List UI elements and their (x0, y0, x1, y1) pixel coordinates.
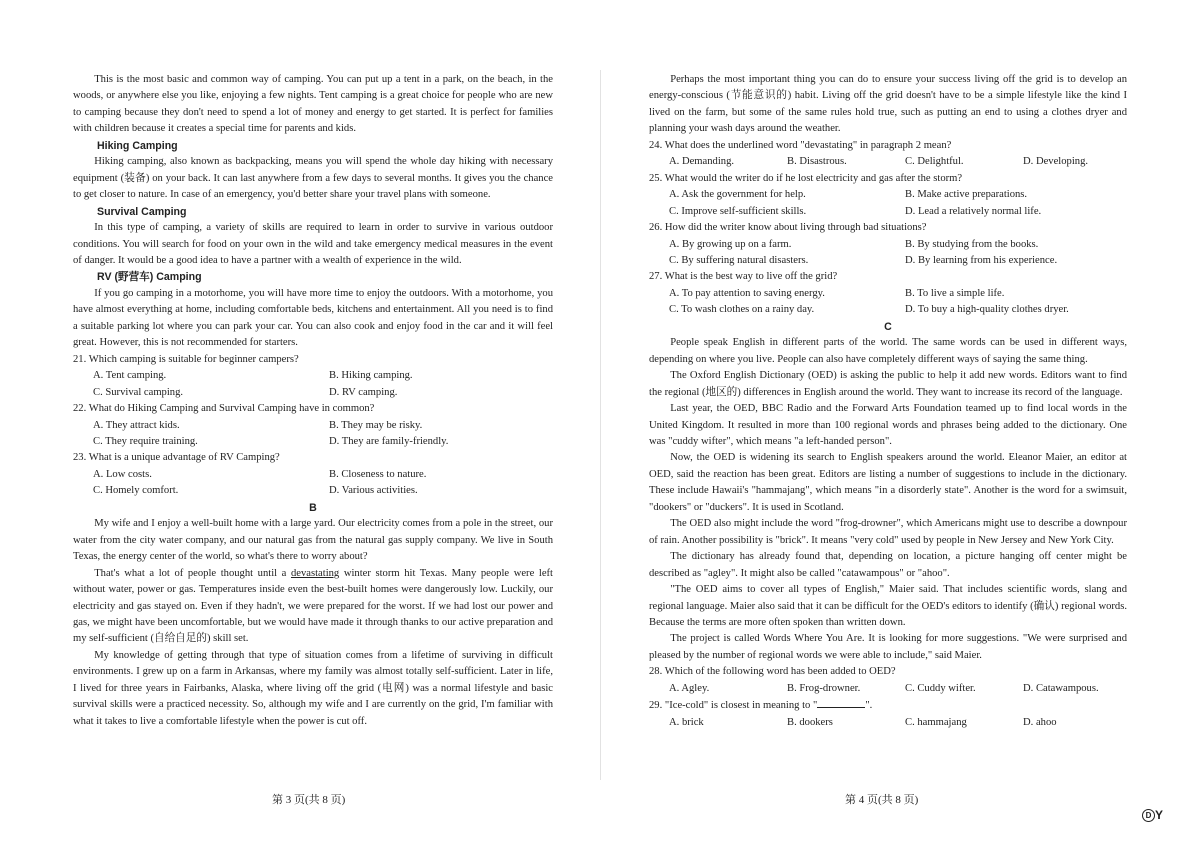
paragraph: Last year, the OED, BBC Radio and the Forward Arts Foundation teamed up to find local words in the United Kingdom. It resulted in more than 100 regional words and phrases being added to the dictionary. One was "cuddy wifter", which means "a left-handed person". (649, 403, 1127, 447)
paragraph: In this type of camping, a variety of skills are required to learn in order to survive in various outdoor conditions. You will search for food on your own in the wild and take emergency medical measures in the event of danger. It would be a good idea to have a partner with a wealth of experience in the wild. (73, 222, 553, 266)
answer-option: D. RV camping. (329, 386, 398, 398)
underlined-word: devastating (290, 567, 340, 579)
answer-option: A. Demanding. (669, 156, 735, 168)
paragraph: If you go camping in a motorhome, you will have more time to enjoy the outdoors. With a motorhome, you have almost everything at home, including comfortable beds, kitchens and entertainment. All you need is to find a suitable parking lot where you can park your car. You can also cook and enjoy food in the car and it will feel great. However, this is not recommended for starters. (73, 287, 553, 349)
answer-option: C. By suffering natural disasters. (669, 254, 809, 266)
corner-logo (1142, 808, 1163, 822)
paragraph: People speak English in different parts of the world. The same words can be used in different ways, depending on where you live. People can also have completely different ways of saying the same thing. (649, 337, 1127, 365)
answer-option: A. They attract kids. (93, 419, 180, 431)
question-stem: 22. What do Hiking Camping and Survival Camping have in common? (73, 403, 375, 415)
answer-option: B. Frog-drowner. (787, 682, 861, 694)
answer-option: C. Delightful. (905, 156, 964, 168)
question (649, 171, 1127, 220)
question-stem: 28. Which of the following word has been added to OED? (649, 666, 896, 678)
answer-option: C. hammajang (905, 716, 967, 728)
answer-option: B. Make active preparations. (905, 189, 1028, 201)
page-number-right: 第 4 页(共 8 页) (845, 794, 919, 806)
answer-options (93, 368, 553, 401)
section-heading: Hiking Camping (97, 139, 178, 152)
paragraph: Hiking camping, also known as backpacking, means you will spend the whole day hiking with necessary equipment (装备) on your back. It can last anywhere from a few days to several months. It gives you the chance to get closer to nature. In case of an emergency, you'd better share your travel plans with someone. (73, 156, 553, 201)
paragraph: The Oxford English Dictionary (OED) is asking the public to help it add new words. Editors want to find the regional (地区的) differences in English around the world. They want to increase its record of the language. (649, 370, 1127, 398)
answer-option: A. Ask the government for help. (669, 189, 806, 201)
paragraph (73, 566, 553, 648)
answer-option: A. brick (669, 716, 704, 728)
question-stem: 24. What does the underlined word "devastating" in paragraph 2 mean? (649, 139, 952, 151)
question-stem: 26. How did the writer know about living through bad situations? (649, 222, 927, 234)
section-letter: B (309, 501, 317, 514)
paragraph: Perhaps the most important thing you can do to ensure your success living off the grid is to develop an energy-conscious (节能意识的) habit. Living off the grid doesn't have to be a simple lifestyle like the kind I lived on the farm, but some of the same rules hold true, such as putting an end to using a clothes dryer and planning your wash days around the weather. (649, 74, 1127, 135)
answer-option: B. dookers (787, 716, 833, 728)
question-stem-text: 29. "Ice-cold" is closest in meaning to " (649, 700, 818, 712)
paragraph: The project is called Words Where You Are. It is looking for more suggestions. "We were surprised and pleased by the number of regional words we were able to include," said Maier. (649, 633, 1127, 661)
page-divider (600, 70, 601, 780)
answer-blank (817, 697, 865, 708)
answer-option: D. Catawampous. (1023, 682, 1099, 694)
answer-options (669, 715, 1127, 731)
answer-option: B. Hiking camping. (329, 370, 413, 382)
answer-option: D. Developing. (1023, 156, 1089, 168)
answer-option: D. ahoo (1023, 716, 1057, 728)
paragraph-text: winter storm hit Texas. Many people were left without water, power or gas. Temperatures inside even the best-built homes were dangerously low. Luckily, our electricity and gas stayed on. Even if they hadn't, we were prepared for the worst. If we had lost our power and gas, we might have been uncomfortable, but we would have made it through thanks to our active preparation and my self-sufficient (自给自足的) skill set. (73, 567, 553, 645)
section-heading: RV (野营车) Camping (97, 271, 202, 284)
answer-option: D. To buy a high-quality clothes dryer. (905, 304, 1069, 316)
paragraph: The OED also might include the word "frog-drowner", which Americans might use to describe a downpour of rain. Another possibility is "brick". It means "very cold" used by people in New Jersey and New York City. (649, 518, 1127, 546)
question (649, 138, 1127, 171)
question-stem: 21. Which camping is suitable for beginner campers? (73, 353, 299, 365)
right-page (649, 72, 1127, 731)
paragraph: The dictionary has already found that, depending on location, a picture hanging off center might be described as "agley". It might also be called "catawampous" or "ahoo". (649, 551, 1127, 579)
answer-option: A. Low costs. (93, 468, 152, 480)
left-page (73, 72, 553, 730)
logo-circle-icon: D (1142, 809, 1155, 822)
paragraph-text: That's what a lot of people thought until a (94, 567, 291, 579)
answer-option: A. By growing up on a farm. (669, 238, 792, 250)
question-stem-text: ". (865, 700, 873, 712)
answer-options (669, 237, 1127, 270)
answer-options (93, 418, 553, 451)
paragraph: My knowledge of getting through that type of situation comes from a lifetime of surviving in difficult environments. I grew up on a farm in Arkansas, where my family was almost totally self-sufficient. Later in life, I lived for three years in Fairbanks, Alaska, where living off the grid (电网) was a normal lifestyle and basic survival skills were a practiced necessity. So, although my wife and I are currently on the grid, I'm familiar with what it takes to live a comfortable lifestyle when the power is cut off. (73, 649, 553, 727)
question-stem: 27. What is the best way to live off the grid? (649, 271, 838, 283)
question-stem (649, 697, 1127, 714)
answer-option: C. Cuddy wifter. (905, 682, 976, 694)
paragraph: My wife and I enjoy a well-built home with a large yard. Our electricity comes from a pole in the street, our water from the city water company, and our natural gas from the natural gas supply company. We live in South Texas, the energy center of the world, so what's there to worry about? (73, 518, 553, 563)
answer-option: D. Lead a relatively normal life. (905, 205, 1042, 217)
answer-options (669, 286, 1127, 319)
answer-option: D. They are family-friendly. (329, 435, 449, 447)
answer-option: C. To wash clothes on a rainy day. (669, 304, 815, 316)
section-heading: Survival Camping (97, 205, 187, 218)
answer-option: B. Disastrous. (787, 156, 847, 168)
question (649, 269, 1127, 318)
question (649, 664, 1127, 697)
paragraph: This is the most basic and common way of camping. You can put up a tent in a park, on the beach, in the woods, or anywhere else you like, enjoying a few nights. Tent camping is a great choice for people who are new to camping because they don't need to spend a lot of money and energy to get started. It is perfect for families with children because it creates a special time for parents and kids. (73, 74, 553, 135)
question (73, 401, 553, 450)
question-stem: 25. What would the writer do if he lost electricity and gas after the storm? (649, 172, 963, 184)
answer-option: D. Various activities. (329, 485, 418, 497)
answer-option: A. To pay attention to saving energy. (669, 287, 825, 299)
paragraph: Now, the OED is widening its search to English speakers around the world. Eleanor Maier, an editor at OED, said the reaction has been great. Editors are listing a number of suggestions to include in the dictionary. These include Hawaii's "hammajang", which means "in a disorderly state". Another is the word for a swimsuit, "dookers" or "duckers". It is used in Scotland. (649, 452, 1127, 513)
page-number-left: 第 3 页(共 8 页) (272, 794, 346, 806)
answer-option: C. They require training. (93, 435, 198, 447)
answer-option: C. Homely comfort. (93, 485, 179, 497)
question-stem: 23. What is a unique advantage of RV Camping? (73, 452, 280, 464)
answer-option: A. Agley. (669, 682, 710, 694)
question (73, 450, 553, 499)
section-letter: C (884, 320, 892, 333)
question (73, 352, 553, 401)
question (649, 697, 1127, 731)
answer-options (93, 467, 553, 500)
answer-option: B. By studying from the books. (905, 238, 1039, 250)
logo-letter: Y (1155, 808, 1164, 822)
answer-option: B. They may be risky. (329, 419, 423, 431)
answer-options (669, 187, 1127, 220)
answer-option: B. To live a simple life. (905, 287, 1005, 299)
answer-option: C. Improve self-sufficient skills. (669, 205, 807, 217)
answer-option: D. By learning from his experience. (905, 254, 1058, 266)
answer-option: C. Survival camping. (93, 386, 184, 398)
answer-option: B. Closeness to nature. (329, 468, 427, 480)
paragraph: "The OED aims to cover all types of English," Maier said. That includes scientific words, slang and regional language. Maier also said that it can be difficult for the OED's editors to identify (确认) regional words. Because the terms are more often spoken than written down. (649, 584, 1127, 628)
answer-option: A. Tent camping. (93, 370, 167, 382)
answer-options (669, 154, 1127, 170)
question (649, 220, 1127, 269)
answer-options (669, 681, 1127, 697)
